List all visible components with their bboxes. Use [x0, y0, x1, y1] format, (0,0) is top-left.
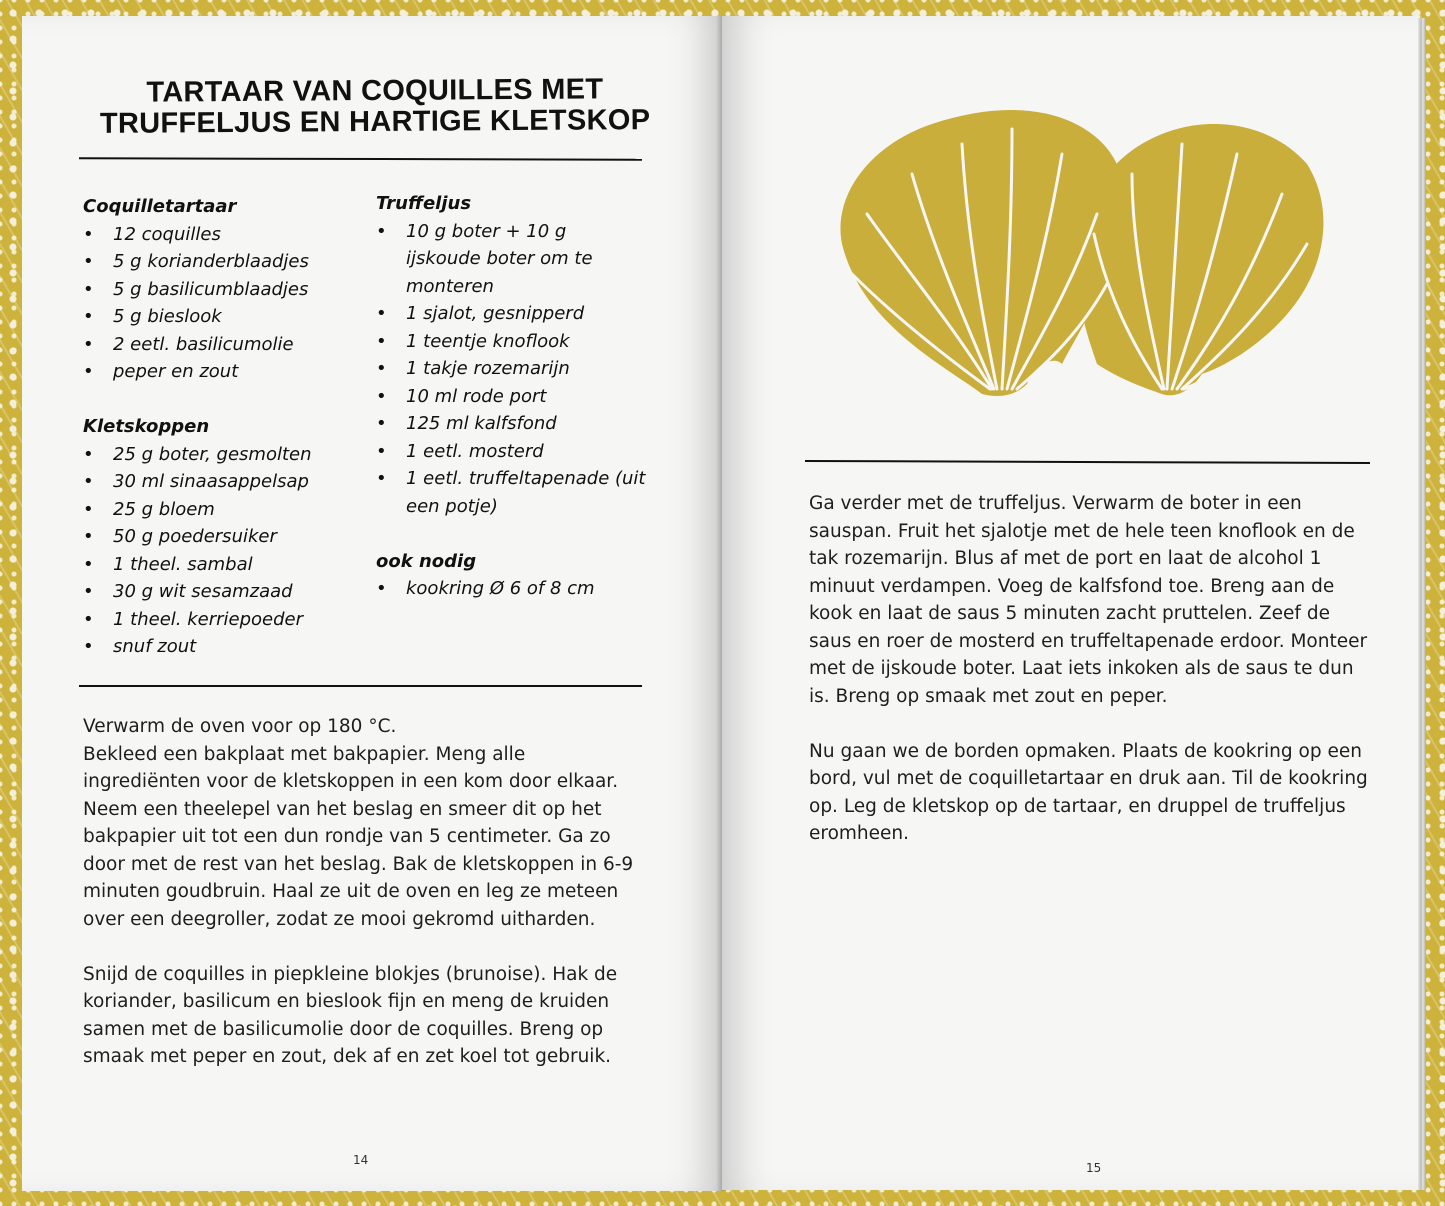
list-item: • 5 g korianderblaadjes: [83, 251, 309, 272]
method-text-right: [809, 490, 1369, 848]
divider-top: [79, 157, 642, 160]
list-item: • 5 g bieslook: [83, 306, 222, 327]
list-item: • 2 eetl. basilicumolie: [83, 333, 294, 355]
list-item: • 10 ml rode port: [376, 385, 547, 407]
kletskoppen-list: [83, 441, 353, 661]
list-item: • 1 eetl. mosterd: [376, 440, 544, 462]
title-line-1: TARTAAR VAN COQUILLES MET: [146, 73, 604, 109]
list-item: • 25 g boter, gesmolten: [83, 443, 312, 465]
page-number-left: 14: [353, 1153, 369, 1167]
paragraph: Verwarm de oven voor op 180 °C.: [83, 716, 397, 737]
list-item: • 1 takje rozemarijn: [376, 358, 570, 379]
paragraph: Bekleed een bakplaat met bakpapier. Meng alle ingrediënten voor de kletskoppen in een kom door elkaar. Neem een theelepel van het beslag en smeer dit op het bakpapier uit tot een dun rondje van 5 centimeter. Ga zo door met de rest van het beslag. Bak de kletskoppen in 6-9 minuten goudbruin. Haal ze uit de oven en leg ze meteen over een deegroller, zodat ze mooi gekromd uitharden.: [83, 743, 634, 930]
left-page: [22, 16, 722, 1191]
ook-nodig-list: [376, 575, 646, 603]
coquilletartaar-heading: Coquilletartaar: [83, 196, 237, 217]
truffeljus-list: [376, 218, 646, 521]
kletskoppen-heading: Kletskoppen: [83, 416, 210, 437]
divider-right: [805, 460, 1370, 464]
list-item: • 1 sjalot, gesnipperd: [376, 303, 585, 324]
list-item: • 50 g poedersuiker: [83, 526, 277, 547]
list-item: • 5 g basilicumblaadjes: [83, 278, 309, 300]
list-item: • 1 teentje knoflook: [376, 330, 570, 352]
truffeljus-heading: Truffeljus: [376, 193, 472, 214]
list-item: • 125 ml kalfsfond: [376, 413, 557, 434]
paragraph: Snijd de coquilles in piepkleine blokjes (brunoise). Hak de koriander, basilicum en bieslook fijn en meng de kruiden samen met de basilicumolie door de coquilles. Breng op smaak met peper en zout, dek af en zet koel tot gebruik.: [83, 963, 618, 1067]
list-item: • peper en zout: [83, 361, 239, 382]
divider-middle: [79, 685, 642, 687]
list-item: • 1 eetl. truffeltapenade (uit een potje): [376, 468, 646, 517]
list-item: • kookring Ø 6 of 8 cm: [376, 578, 595, 599]
paragraph: Ga verder met de truffeljus. Verwarm de boter in een sauspan. Fruit het sjalotje met de hele teen knoflook en de tak rozemarijn. Blus af met de port en laat de alcohol 1 minuut verdampen. Voeg de kalfsfond toe. Breng aan de kook en laat de saus 5 minuten zacht pruttelen. Zeef de saus en roer de mosterd en truffeltapenade erdoor. Monteer met de ijskoude boter. Laat iets inkoken als de saus te dun is. Breng op smaak met zout en peper.: [809, 493, 1368, 707]
list-item: • 1 theel. sambal: [83, 553, 253, 575]
page-edge: [1418, 18, 1426, 1190]
coquilletartaar-list: [83, 221, 353, 386]
scallop-shells-illustration: [832, 94, 1332, 414]
list-item: • 25 g bloem: [83, 498, 215, 520]
list-item: • 10 g boter + 10 g ijskoude boter om te monteren: [376, 220, 593, 297]
recipe-title: [80, 74, 670, 140]
ingredients-column-2: [376, 190, 646, 603]
right-page: [722, 16, 1420, 1190]
method-text-left: [83, 713, 643, 1071]
paragraph: Nu gaan we de borden opmaken. Plaats de kookring op een bord, vul met de coquilletartaar en druk aan. Til de kookring op. Leg de kletskop op de tartaar, en druppel de truffeljus eromheen.: [809, 740, 1368, 844]
ingredients-column-1: [83, 193, 353, 661]
list-item: • 1 theel. kerriepoeder: [83, 608, 304, 630]
list-item: • 30 g wit sesamzaad: [83, 581, 293, 602]
list-item: • snuf zout: [83, 636, 197, 657]
title-line-2: TRUFFELJUS EN HARTIGE KLETSKOP: [99, 104, 651, 140]
page-number-right: 15: [1086, 1161, 1102, 1175]
list-item: • 12 coquilles: [83, 223, 221, 245]
ook-nodig-heading: ook nodig: [376, 550, 477, 572]
list-item: • 30 ml sinaasappelsap: [83, 471, 309, 492]
